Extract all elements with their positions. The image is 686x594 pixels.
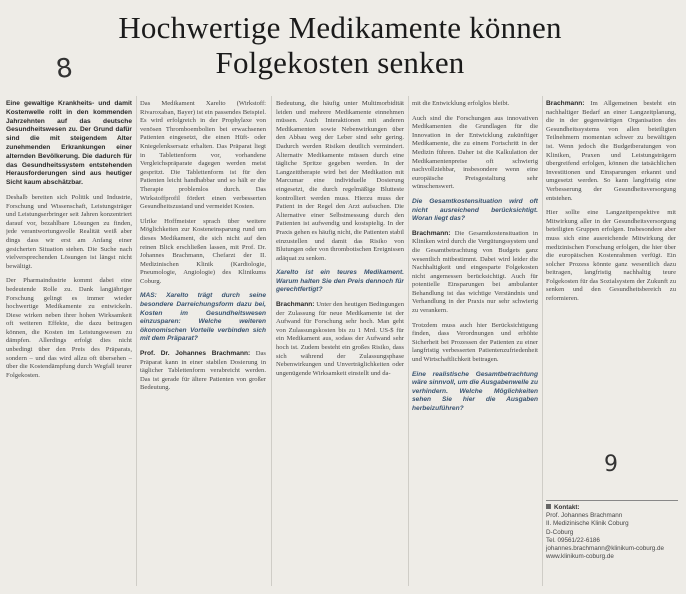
answer-author: Brachmann:	[546, 100, 585, 107]
column-divider	[271, 96, 272, 586]
interview-question: MAS: Xarelto trägt durch seine besondere Darreichungsform dazu bei, Kosten im Gesundheitswesen einzusparen: Welche weiteren ökonomischen Vorteile verbinden sich mit dem Präparat?	[140, 292, 266, 343]
article-column-3	[276, 100, 404, 590]
article-column-1	[6, 100, 132, 590]
body-paragraph: Der Pharmaindustrie kommt dabei eine bedeutende Rolle zu. Dank langjähriger Forschung gelingt es immer wieder hochwertige Medikamente zu entwickeln. Diese wirken neben ihrer hohen Wirksamkeit oft weiteren Effekte, die dazu beitragen können, die Kosten im Leistungswesen zu dämpfen. Allerdings erfolgt dies nicht unbedingt über den Preis des Präparats, sondern – und das wird allzu oft übersehen – über die Kostendämpfung durch Wegfall teurer Folgekosten.	[6, 277, 132, 379]
column-divider	[408, 96, 409, 586]
handwritten-page-number: 9	[604, 452, 618, 477]
body-paragraph: Auch sind die Forschungen aus innovativen Medikamenten die Grundlagen für die Innovation in der Entwicklung zukünftiger Medikamente, die zu einem Fortschritt in der Medizin führen. Daher ist die Kalkulation der Medikamentenpreise oft schwierig nachvollziehbar, insbesondere wenn eine europäische Preisgestaltung sehr wünschenswert.	[412, 114, 538, 191]
body-paragraph: Trotzdem muss auch hier Berücksichtigung finden, dass Verordnungen und erhöhte Sicherheit bei Prozessen der Patienten zu einer langfristig verbesserten Patientenzufriedenheit und Wirtschaftlichkeit beitragen.	[412, 321, 538, 364]
column-divider	[136, 96, 137, 586]
answer-author: Brachmann:	[276, 301, 315, 309]
article-column-5	[546, 100, 676, 490]
contact-line: Prof. Johannes Brachmann	[546, 512, 623, 520]
interview-question: Die Gesamtkostensituation wird oft nicht ausreichend berücksichtigt. Woran liegt das?	[412, 197, 538, 223]
contact-email-link[interactable]: johannes.brachmann@klinikum-coburg.de	[546, 545, 665, 553]
lead-paragraph: Eine gewaltige Krankheits- und damit Kostenwelle rollt in den kommenden Jahrzehnten auf das deutsche Gesundheitswesen zu. Der Grund dafür sind die mit steigendem Alter zunehmenden Erkrankungen einer alternden Bevölkerung. Die dadurch für das Gesundheitssystem entstehenden Herausforderungen sind aus heutiger Sicht kaum abschätzbar.	[6, 100, 132, 187]
column-divider	[542, 96, 543, 586]
answer-author: Prof. Dr. Johannes Brachmann:	[140, 350, 251, 358]
body-paragraph: Deshalb bereiten sich Politik und Industrie, Forschung und Wissenschaft, Leistungsträger und Leistungserbringer seit Jahren konzentriert darauf vor, bezahlbare Lösungen zu finden, jede verantwortungsvolle Realität weiß aber dings dass wir erst am Anfang einer gesicherten Situation stehen. Die Suche nach vielversprechenden Lösungen ist längst nicht bewältigt.	[6, 193, 132, 270]
body-paragraph: Ulrike Hoffmeister sprach über weitere Möglichkeiten zur Kosteneinsparung rund um dieses Medikament, die sich nicht auf den reinen Blick erschließen lassen, mit Prof. Dr. Johannes Brachmann, Chefarzt der II. Medizinischen Klinik (Kardiologie, Pneumologie, Angiologie) des Klinikums Coburg.	[140, 217, 266, 285]
contact-line: Tel. 09561/22-6186	[546, 536, 600, 544]
contact-web-link[interactable]: www.klinikum-coburg.de	[546, 553, 614, 561]
contact-line: II. Medizinische Klinik Coburg	[546, 520, 629, 528]
handwritten-mark: 8	[53, 52, 75, 86]
contact-label: Kontakt:	[554, 504, 580, 511]
body-paragraph: mit die Entwicklung erfolglos bleibt.	[412, 100, 510, 107]
body-paragraph: Hier sollte eine Langzeitperspektive mit Mitwirkung aller in der Gesundheitsversorgung beteiligten Gruppen erfolgen. Insbesondere aber muss sich eine ausreichende Mitwirkung der medizinischen Forschung erfolgen, die hier über die europäischen Kostenrahmen verfügt. Ein solcher Prozess könnte ganz wesentlich dazu beitragen, langfristig nachhaltig teure Folgekosten für das Sozialsystem der Zukunft zu senken und den Gesundheitsbereich zu reformieren.	[546, 209, 676, 303]
answer-author: Brachmann:	[412, 229, 451, 237]
contact-line: D-Coburg	[546, 528, 574, 536]
answer-text: Das Präparat kann in einer stabilen Dosierung in täglicher Tablettenform verabreicht werden. Das ist gerade für ältere Patienten von großer Bedeutung.	[140, 350, 266, 392]
square-bullet-icon	[546, 504, 551, 509]
interview-question: Xarelto ist ein teures Medikament. Warum halten Sie den Preis dennoch für gerechtfertigt?	[276, 269, 404, 294]
article-column-2	[140, 100, 266, 590]
answer-text: Im Allgemeinen besteht ein nachhaltiger Bedarf an einer Langzeitplanung, die in der gegenwärtigen Organisation des Gesundheitssystems von allen beteiligten Teilnehmern momentan schwer zu bewältigen ist. Wenn jedoch die Budgetberatungen von Kliniken, Praxen und Leistungsträgern übergreifend erfolgen, können die tatsächlichen Investitionen und Einsparungen erkannt und umgesetzt werden. So kann langfristig eine Verbesserung der Gesundheitsversorgung entstehen.	[546, 100, 676, 202]
body-paragraph: Das Medikament Xarelto (Wirkstoff: Rivaroxaban, Bayer) ist ein passendes Beispiel. Es wird erfolgreich in der Prophylaxe von venösen Thromboembolien bei erwachsenen Patienten eingesetzt, die einen Hüft- oder Kniegelenksersatz erhalten. Das Präparat liegt in Tablettenform vor, vorhandene Vergleichspräparate dagegen werden meist gespritzt. Die Tablettenform ist für den Patienten leicht handhabbar und so hält er die Therapie problemlos durch. Das Wirkstoffprofil fördert einen verbesserten Gesundheitszustand und vermeidet Kosten.	[140, 100, 266, 211]
answer-text: Die Gesamtkostensituation in Kliniken wird durch die Vergütungssystem und die Gesamtbetrachtung von Budgets ganz wesentlich mitbestimmt. Dabei wird leider die Nachhaltigkeit und eingesparte Folgekosten nicht angemessen berücksichtigt. Auch für potentielle Einsparungen bei ambulanter Behandlung ist das wichtige Verständnis und Verhandlung in der Praxis nur sehr schwierig zu verankern.	[412, 229, 538, 315]
answer-text: Unter den heutigen Bedingungen der Zulassung für neue Medikamente ist der Aufwand für Forschung sehr hoch. Man geht von Zulassungskosten bis zu 1 Mrd. US-$ für ein Medikament aus, sodass der Aufwand sehr hoch ist. Zudem besteht ein großes Risiko, dass sich während der Zulassungsphase Nebenwirkungen und Unverträglichkeiten oder ungenügende Wirksamkeit einstellt und da-	[276, 301, 404, 377]
interview-question: Eine realistische Gesamtbetrachtung wäre sinnvoll, um die Ausgabenwelle zu verhindern. Welche Möglichkeiten sehen Sie hier die Ausgaben herbeizuführen?	[412, 370, 538, 412]
article-column-4	[412, 100, 538, 590]
article-headline: Hochwertige Medikamente können Folgekosten senken	[118, 10, 562, 80]
contact-box	[546, 500, 678, 586]
body-paragraph: Bedeutung, die häufig unter Multimorbidität leiden und mehrere Medikamente einnehmen müssen. Auch Interaktionen mit anderen Medikamenten sowie Nebenwirkungen über den Abbau weg der Leber sind sehr gering. Dadurch werden Risiken deutlich vermindert. Alternativ Medikamente müssen durch eine tägliche Spritze gegeben werden. In der Langzeittherapie wird bei der Medikation mit Marcumar eine individuelle Dosierung eingesetzt, die durch regelmäßige Blutteste kontrolliert werden muss. Hierzu muss der Patient in der Regel den Arzt aufsuchen. Die Alternative einer Selbstmessung durch den Patienten ist aufwendig und kostspielig. In der Praxis gehen es häufig nicht, die Patienten stabil einzustellen und damit das Risiko von Blutungen oder von thrombotischen Ereignissen adäquat zu senken.	[276, 100, 404, 262]
